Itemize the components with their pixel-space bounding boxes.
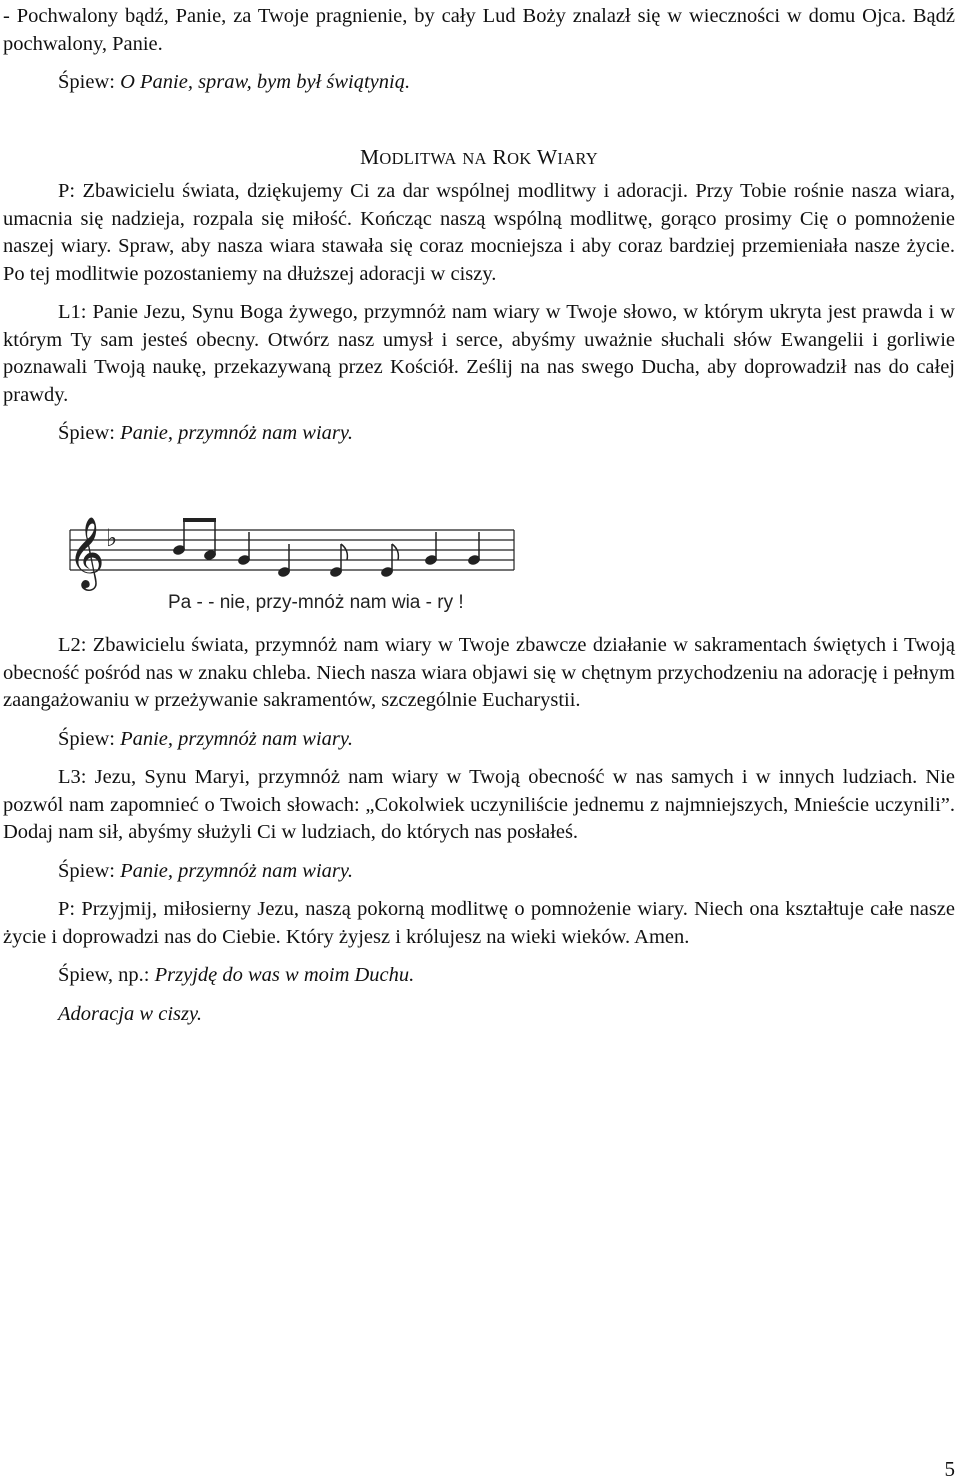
praise-paragraph: - Pochwalony bądź, Panie, za Twoje pragnienie, by cały Lud Boży znalazł się w wieczności w domu Ojca. Bądź pochwalony, Panie. [3, 5, 955, 55]
beam [183, 518, 216, 522]
notes [172, 518, 480, 578]
priest-opening-prayer: P: Zbawicielu świata, dziękujemy Ci za dar wspólnej modlitwy i adoracji. Przy Tobie rośnie nasza wiara, umacnia się nadzieja, rozpala się miłość. Kończąc naszą wspólną modlitwę, gorąco prosimy Cię o pomnożenie naszej wiary. Spraw, aby nasza wiara stawała się coraz mocniejsza i aby coraz bardziej przemieniała nasze życie. Po tej modlitwie pozostaniemy na dłuższej adoracji w ciszy. [3, 180, 955, 285]
song-line: Śpiew: O Panie, spraw, bym był świątynią. [58, 71, 411, 93]
document-page [3, 3, 955, 448]
flat-sign-icon: ♭ [106, 524, 118, 552]
refrain-line: Śpiew: Panie, przymnóż nam wiary. [58, 422, 353, 444]
section-heading: MODLITWA NA ROK WIARY [359, 144, 599, 169]
document-continuation [3, 632, 955, 1028]
lyrics: Pa - - nie, przy-mnóż nam wia - ry ! [168, 592, 464, 613]
refrain-line-3: Śpiew: Panie, przymnóż nam wiary. [58, 859, 353, 882]
reader3-prayer: L3: Jezu, Synu Maryi, przymnóż nam wiary w Twoją obecność w nas samych i w innych ludziach. Nie pozwól nam zapomnieć o Twoich słowach: „Cokolwiek uczyniliście jednemu z najmniejszych, Mnieście uczynili”. Dodaj nam sił, abyśmy służyli Ci w ludziach, do których nas posłałeś. [3, 766, 955, 843]
reader2-prayer: L2: Zbawicielu świata, przymnóż nam wiary w Twoje zbawcze działanie w sakramentach świętych i Twoją obecność pośród nas w znaku chleba. Niech nasza wiara objawi się w chętnym przychodzeniu na adorację i pełnym zaangażowaniu w przeżywanie sakramentów, szczególnie Eucharystii. [3, 634, 955, 711]
music-notation [62, 510, 522, 616]
final-song-line: Śpiew, np.: Przyjdę do was w moim Duchu. [58, 964, 415, 986]
refrain-line-2: Śpiew: Panie, przymnóż nam wiary. [58, 727, 353, 750]
staff-lines [70, 530, 514, 570]
song-title: O Panie, spraw, bym był świątynią. [120, 71, 411, 93]
closing-line: Adoracja w ciszy. [58, 1002, 203, 1025]
reader1-prayer: L1: Panie Jezu, Synu Boga żywego, przymnóż nam wiary w Twoje słowo, w którym ukryta jest prawda i w którym Ty sam jesteś obecny. Otwórz nasz umysł i serce, abyśmy uważnie słuchali słów Ewangelii i gorliwie poznawali Twoją naukę, przekazywaną przez Kościół. Ześlij na nas swego Ducha, aby doprowadził nas do całej prawdy. [3, 301, 955, 406]
page-number: 5 [944, 1457, 955, 1481]
treble-clef-icon: 𝄞 [68, 515, 105, 588]
priest-closing-prayer: P: Przyjmij, miłosierny Jezu, naszą pokorną modlitwę o pomnożenie wiary. Niech ona kształtuje całe nasze życie i doprowadzi nas do Ciebie. Który żyjesz i królujesz na wieki wieków. Amen. [3, 898, 955, 948]
